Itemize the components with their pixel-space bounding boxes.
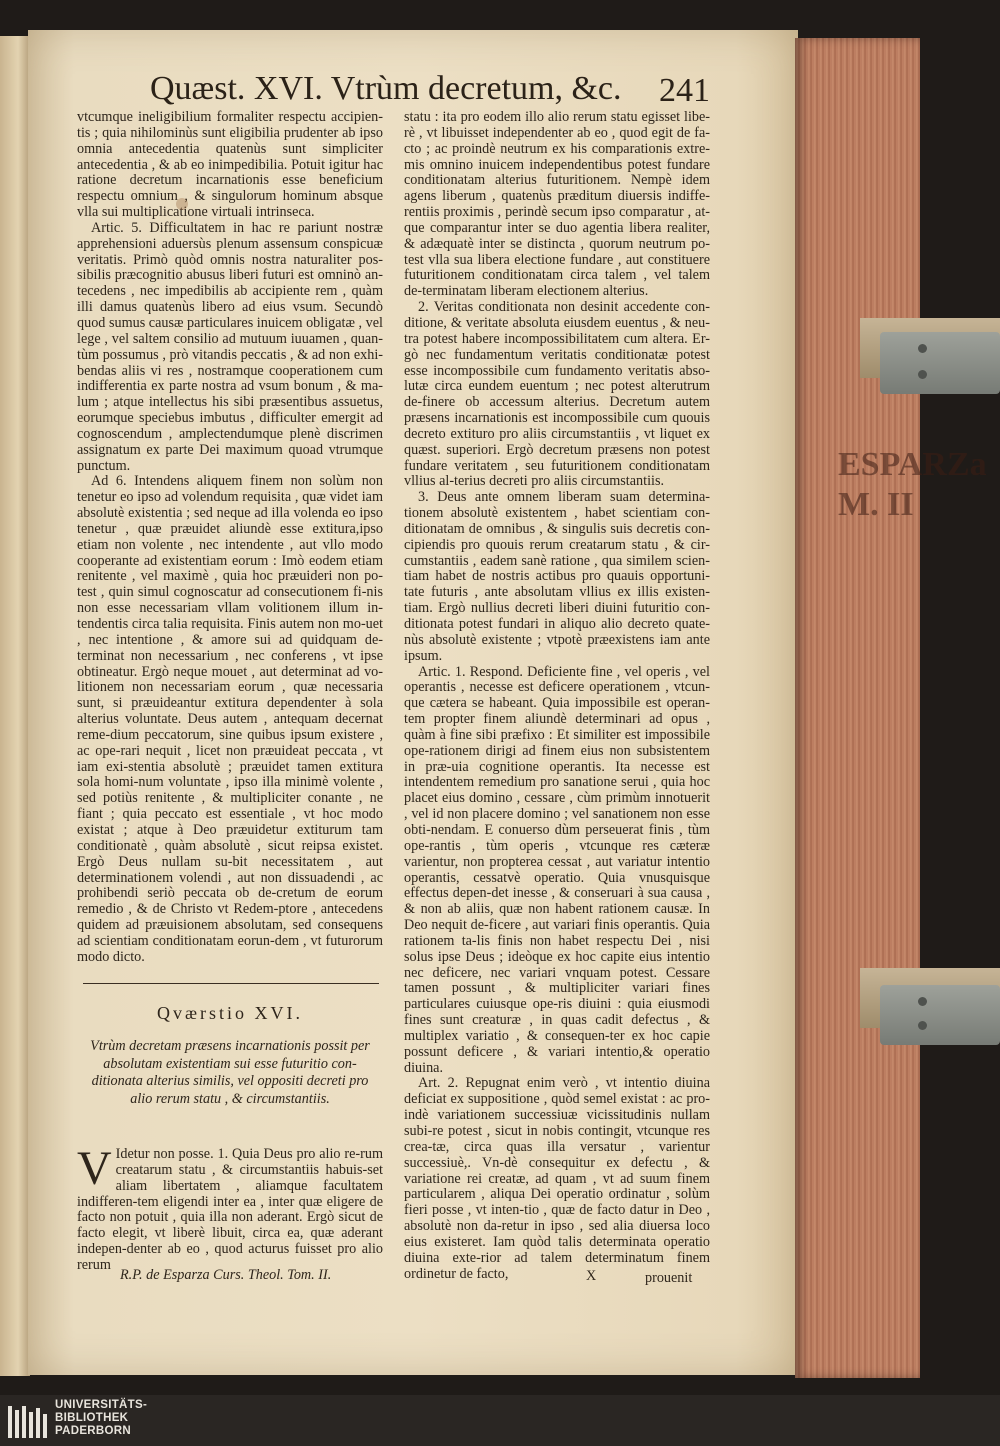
clasp-lower xyxy=(880,985,1000,1045)
rivet xyxy=(918,997,927,1006)
right-paragraph-1: statu : ita pro eodem illo alio rerum statu egisset libe-rè , vt libuisset independenter ab eo , quod egit de fa-cto ; ac proindè neutrum ex his comparationis extre-mis omnino inuicem independentibus potest fundare conditionatam alterius futuritionem. Nempè idem agens liberum , quatenùs præditum diuersis indiffe-rentiis proximis , perindè secum ipso comparatur , at-que comparantur inter se duo agentia libera realiter, & adæquatè inter se distincta , quorum neutrum po-test vlla sua libera electione fundare , aut constituere futuritionem conditionatam circa talem , vel talem de-terminatam liberam electionem alterius. xyxy=(404,109,710,300)
clasp-upper xyxy=(880,332,1000,394)
library-footer-bar xyxy=(0,1395,1000,1446)
fore-edge-stamp-line-1: ESPARZa xyxy=(838,446,987,483)
running-title: Quæst. XVI. Vtrùm decretum, &c. xyxy=(150,70,622,107)
previous-page-edge xyxy=(0,36,30,1376)
library-name xyxy=(55,1399,147,1438)
library-logo-icon xyxy=(6,1404,50,1440)
rivet xyxy=(918,344,927,353)
library-name-line-1: UNIVERSITÄTS- xyxy=(55,1399,148,1411)
question-body-text: Idetur non posse. 1. Quia Deus pro alio re-rum creatarum statu , & circumstantiis habuis-set aliam libertatem , aliamque facultatem indifferen-tem eligendi inter ea , inter quæ eligere de facto non potuit , quia illa non aderant. Ergò sicut de facto elegit, vt liberè libuit, circa ea, quæ aderant indepen-denter ab eo , quod acturus fuisset pro alio rerum xyxy=(77,1146,383,1273)
section-rule xyxy=(83,983,379,984)
rivet xyxy=(918,1021,927,1030)
left-paragraph-3: Ad 6. Intendens aliquem finem non solùm non tenetur eo ipso ad volendum requisita , quæ videt iam absolutè existentia ; sed neque ad illa volenda eo ipso tenetur , quæ præuidet aliundè esse extitura,ipso etiam non volente , nec intendente , aut vllo modo cooperante ad existentiam eorum : Imò eodem etiam renitente , vel maximè , quia hoc præuideri non po-test , quin simul cognoscatur ad consecutionem fi-nis non esse necessariam vllam volitionem illum in-tendentis circa talia requisita. Finis autem non mo-uet , nec intentione , & amore sui ad quidquam de-terminat non necessarium , nec conferens , vt ipse obtineatur. Ergò neque mouet , aut determinat ad vo-litionem non necessariam eorum , quæ necessaria sunt, si præuideantur extitura dependenter à sola alterius voluntate. Deus autem , antequam decernat reme-dium peccatorum, sine quibus ipsum existere , ac ope-rari nequit , licet non præuideat peccata , vt iam exi-stentia absolutè ; præuidet tamen extitura sola homi-num voluntate , ipso illa minimè volente , sed potiùs renitente , & multipliciter conante , ne fiant ; quia peccato est essentiale , vt hoc modo existat ; atque à Deo præuidetur extiturum tam conditionatè , quàm absolutè , sicut reipsa existet. Ergò Deus nullam su-bit necessitatem , aut determinationem volendi , aut non dissuadendi , ac prohibendi seriò peccata ob de-cretum de eorum remedio , & de Christo vt Redem-ptore , antecedens quidem ad præuisionem absolutam, sed consequens ad scientiam conditionatam eorun-dem , vt futurorum modo dicto. xyxy=(77,473,383,965)
library-name-line-2: BIBLIOTHEK xyxy=(55,1412,129,1424)
right-paragraph-5: Art. 2. Repugnat enim verò , vt intentio diuina deficiat ex suppositione , quòd semel existat : ac pro-indè variationem successiuæ vicissitudinis nullam subi-re potest , sicut in nobis contingit, vtcunque res crea-tæ, circa quas illa versatur , varientur successiuè,. Vn-dè consequitur ex defectu , & variatione rei creatæ, ad quam , vt ad suum finem particularem , aliqua Dei operatio ordinatur , solùm fieri posse , vt inten-tio , quæ de facto datur in Deo , absolutè non da-retur in ipso , sed alia diuersa loco eius existeret. Iam quòd talis determinata operatio diuina exte-rior ad talem determinatum finem ordinetur de facto, xyxy=(404,1075,710,1282)
fore-edge-stamp-line-2: M. II xyxy=(838,486,914,523)
rivet xyxy=(918,370,927,379)
catchword: prouenit xyxy=(645,1270,693,1286)
page-number: 241 xyxy=(659,72,710,109)
book-fore-edge xyxy=(795,38,987,1378)
ink-stain xyxy=(176,198,188,210)
left-paragraph-1: vtcumque ineligibilium formaliter respectu accipien-tis ; quia nihilominùs sunt eligibilia prudenter ab ipso omnia antecedentia quatenùs sunt simpliciter antecedentia , & ab eo inimpedibilia. Potuit igitur hac ratione decretum incarnationis esse beneficium respectu omnium , & singulorum hominum absque vlla sui multiplicatione virtuali intrinseca. xyxy=(77,109,383,221)
right-column xyxy=(404,110,710,1282)
left-column xyxy=(77,110,383,966)
footer-author: R.P. de Esparza Curs. Theol. Tom. II. xyxy=(120,1267,332,1283)
right-paragraph-2: 2. Veritas conditionata non desinit accedente con-ditione, & veritate absoluta eiusdem euentus , & neu-tra potest habere incompossibilitatem cum altera. Er-gò nec fundamentum veritatis conditionatæ potest esse incompossibile cum fundamento veritatis abso-lutæ circa eundem euentum ; nec potest alterutrum de-finere ob accessum alterius. Decretum autem præsens incarnationis est incompossibile cum quouis decreto extituro pro aliis circumstantiis , vt liquet ex quæst. superiori. Ergò decretum præsens non potest fundare veritatem , seu futuritionem conditionatam vllius al-terius decreti pro aliis circumstantiis. xyxy=(404,299,710,490)
right-paragraph-3: 3. Deus ante omnem liberam suam determina-tionem absolutè existentem , habet scientiam con-ditionatam de omnibus , & singulis suis decretis con-cipiendis pro quouis rerum creatarum statu , & cir-cumstantiis , eadem sanè ratione , qua similem scien-tiam habet de nostris actibus pro quauis opportuni-tate futuris , ante absolutam vllius ex illis existen-tiam. Ergò nullius decreti liberi diuini futuritio con-ditionata potest fundari in aliquo alio decreto quate-nùs absolutè existente ; vtpotè præexistens iam ante ipsum. xyxy=(404,489,710,664)
fore-edge-stamp xyxy=(838,445,987,525)
question-body xyxy=(77,1142,383,1274)
library-name-line-3: PADERBORN xyxy=(55,1425,131,1437)
right-paragraph-4: Artic. 1. Respond. Deficiente fine , vel operis , vel operantis , necesse est deficere operationem , vtcun-que cætera se habeant. Quia impossibile est operan-tem propter finem aliundè determinari ad opus , quàm à fine sibi præfixo : Et similiter est impossibile ope-rationem dirigi ad finem eius non subsistentem in præ-uia cognitione operantis. Ita necesse est intendentem remedium pro sanatione serui , quia hoc placet eius domino , cessare , cùm primùm innotuerit , vel id non placere domino ; vel sanationem non esse obti-nendam. E conuerso dùm perseuerat finis , tùm ope-rantis , tùm operis , vtcunque res cæteræ varientur, non propterea cessat , aut variatur intentio operantis, cessatvè operatio. Quia vnusquisque effectus depen-det inesse , & conseruari à sua causa , & non ab aliis, quæ non habent rationem causæ. In Deo nequit de-ficere , aut variari finis operantis. Quia rationem ta-lis finis non habet respectu Dei , nisi solus ipse Deus ; ideòque ex hoc capite eius intentio nec deficere, nec variari vnquam potest. Cessare tamen possunt , & multipliciter variari fines particulares cuiusque ope-ris diuini : quia eiusmodi fines sunt creaturæ , in quas cadit defectus , & multiplex variatio , & consequen-ter ex hoc capie possunt deficere , & variari intentio,& operatio diuina. xyxy=(404,663,710,1076)
signature-mark: X xyxy=(586,1268,597,1284)
left-paragraph-2: Artic. 5. Difficultatem in hac re pariunt nostræ apprehensioni aduersùs plenum assensum conspicuæ veritatis. Primò quòd omnis nostra naturaliter pos-sibilis præcognitio abusus liberi futuri est omninò an-tecedens , nec impedibilis ab accipiente rem , quàm illi damus quatenùs libero ad eius vsum. Secundò quod sumus causæ particulares inuicem obligatæ , vel lege , vel saltem consilio ad mutuum iuuamen , quan-tùm possumus , prò vitandis peccatis , & ad non exhi-bendas aliis vi res , nostramque cooperationem cum indifferentia ex parte nostra ad vsum bonum , & ma-lum ; atque intellectus his sibi præsentibus assuetus, eorumque speciebus imbutus , difficulter emergit ad cognoscendum , amplectendumque plenè discrimen assignatum ex parte Dei maximum quoad vtrumque punctum. xyxy=(77,219,383,474)
drop-cap: V xyxy=(77,1142,112,1195)
question-heading: Qværstio XVI. xyxy=(157,1003,303,1023)
question-title: Vtrùm decretam præsens incarnationis possit per absolutam existentiam sui esse futuritio con-ditionata alterius similis, vel oppositi decreti pro alio rerum statu , & circumstantiis. xyxy=(90,1038,370,1107)
